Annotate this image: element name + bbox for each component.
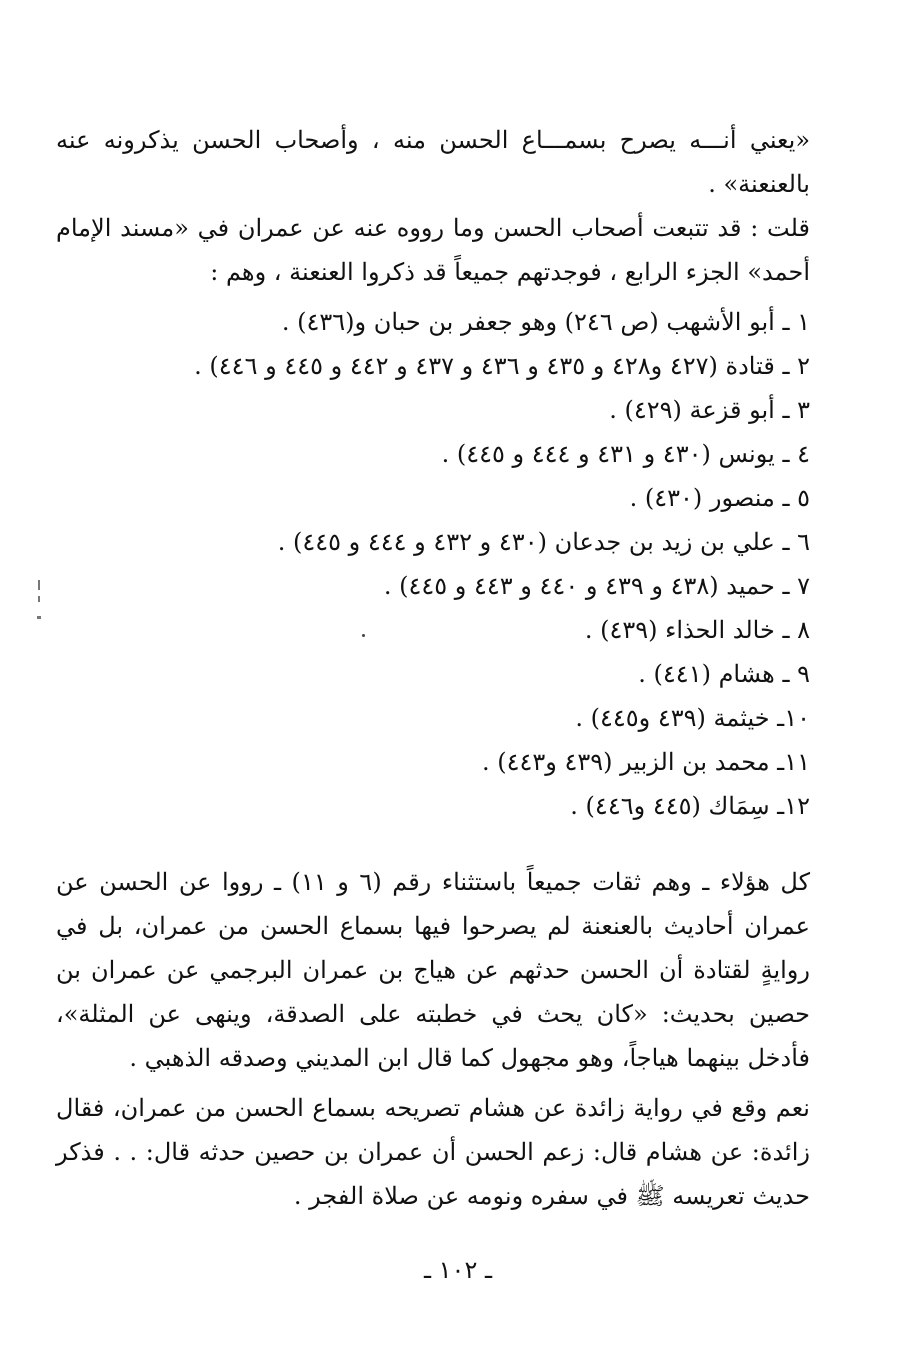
list-item: ٩ ـ هشام (٤٤١) . (638, 660, 810, 688)
page-number: ـ ١٠٢ ـ (423, 1256, 492, 1284)
paragraph-quote: «يعني أنـــه يصرح بسمـــاع الحسن منه ، وأصحاب الحسن يذكرونه عنه بالعنعنة» . (56, 126, 810, 198)
scan-edge-mark (36, 580, 42, 624)
list-item: ١١ـ محمد بن الزبير (٤٣٩ و٤٤٣) . (481, 748, 810, 776)
scan-speck (362, 634, 365, 637)
paragraph-analysis: كل هؤلاء ـ وهم ثقات جميعاً باستثناء رقم (٦ و ١١) ـ رووا عن الحسن عن عمران أحاديث بالعنعنة لم يصرحوا فيها بسماع الحسن من عمران، بل في روايةٍ لقتادة أن الحسن حدثهم عن هياج بن عمران البرجمي عن عمران بن حصين بحديث: «كان يحث في خطبته على الصدقة، وينهى عن المثلة»، فأدخل بينهما هياجاً، وهو مجهول كما قال ابن المديني وصدقه الذهبي . (56, 868, 811, 1072)
list-item: ٨ ـ خالد الحذاء (٤٣٩) . (584, 616, 810, 644)
list-item: ٢ ـ قتادة (٤٢٧ و٤٢٨ و ٤٣٥ و ٤٣٦ و ٤٣٧ و ٤٤٢ و ٤٤٥ و ٤٤٦) . (194, 352, 810, 380)
list-item: ٤ ـ يونس (٤٣٠ و ٤٣١ و ٤٤٤ و ٤٤٥) . (441, 440, 810, 468)
list-item: ١ ـ أبو الأشهب (ص ٢٤٦) وهو جعفر بن حبان و(٤٣٦) . (281, 308, 810, 336)
list-item: ٦ ـ علي بن زيد بن جدعان (٤٣٠ و ٤٣٢ و ٤٤٤ و ٤٤٥) . (277, 528, 810, 556)
narrators-list (130, 300, 810, 828)
list-item: ٧ ـ حميد (٤٣٨ و ٤٣٩ و ٤٤٠ و ٤٤٣ و ٤٤٥) . (383, 572, 810, 600)
list-item: ١٢ـ سِمَاك (٤٤٥ و٤٤٦) . (570, 792, 810, 820)
paragraph-intro: قلت : قد تتبعت أصحاب الحسن وما رووه عنه عن عمران في «مسند الإمام أحمد» الجزء الرابع ، فوجدتهم جميعاً قد ذكروا العنعنة ، وهم : (56, 214, 810, 286)
list-item: ٥ ـ منصور (٤٣٠) . (629, 484, 810, 512)
paragraph-exception: نعم وقع في رواية زائدة عن هشام تصريحه بسماع الحسن من عمران، فقال زائدة: عن هشام قال: زعم الحسن أن عمران بن حصين حدثه قال: . . فذكر حديث تعريسه ﷺ في سفره ونومه عن صلاة الفجر . (56, 1094, 810, 1210)
list-item: ٣ ـ أبو قزعة (٤٢٩) . (609, 396, 810, 424)
list-item: ١٠ـ خيثمة (٤٣٩ و٤٤٥) . (575, 704, 810, 732)
